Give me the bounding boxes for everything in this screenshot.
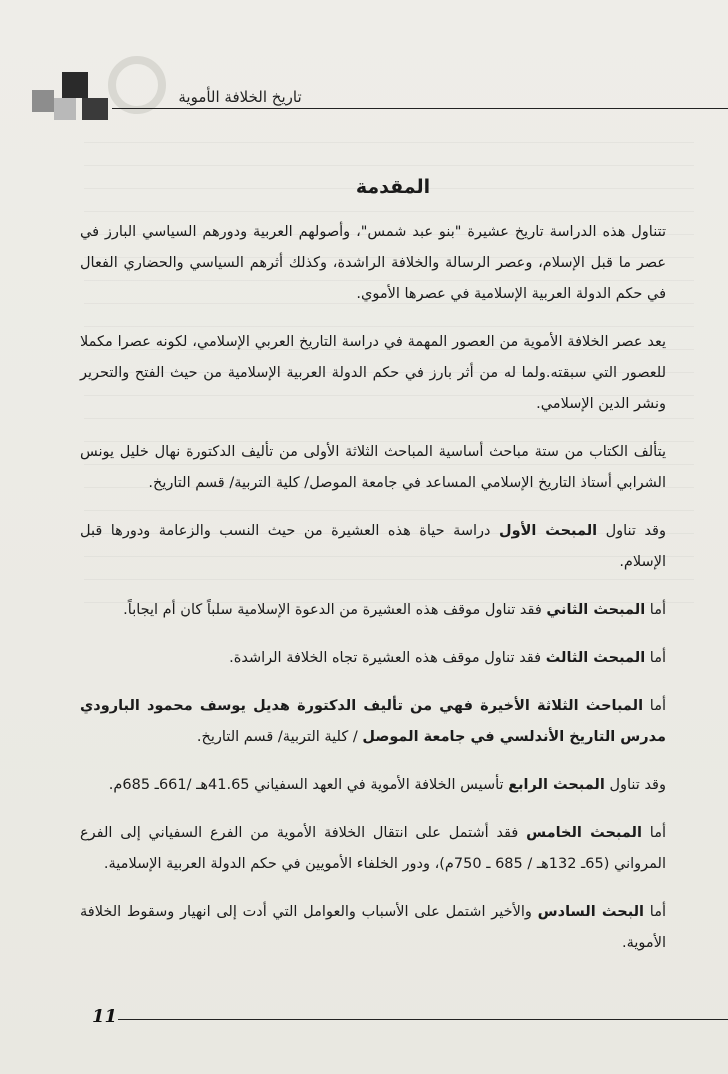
paragraph-text: فقد تناول موقف هذه العشيرة من الدعوة الإسلامية سلباً كان أم ايجاباً.: [123, 602, 547, 618]
bold-heading-text: المباحث الثلاثة الأخيرة فهي من تأليف الدكتورة هديل يوسف محمود البارودي مدرس التاريخ الأندلسي في جامعة الموصل: [80, 698, 666, 745]
paragraph-text: والأخير اشتمل على الأسباب والعوامل التي أدت إلى انهيار وسقوط الخلافة الأموية.: [80, 904, 666, 951]
paragraph-text: أما: [644, 904, 666, 920]
paragraph: [80, 643, 666, 674]
paragraph-text: أما: [645, 650, 666, 666]
decor-square: [54, 98, 76, 120]
page-number: 11: [92, 1006, 118, 1027]
paragraph: [80, 437, 666, 499]
paragraph: [80, 691, 666, 753]
decor-square: [62, 72, 88, 98]
paragraph: [80, 770, 666, 801]
decor-square: [32, 90, 54, 112]
paragraph-text: فقد تناول موقف هذه العشيرة تجاه الخلافة الراشدة.: [229, 650, 546, 666]
paragraph-text: وقد تناول: [597, 523, 666, 539]
paragraph-text: أما: [643, 698, 666, 714]
paragraph: [80, 818, 666, 880]
paragraph-text: / كلية التربية/ قسم التاريخ.: [196, 729, 363, 745]
footer-rule: [118, 1019, 728, 1020]
running-header-title: تاريخ الخلافة الأموية: [178, 88, 302, 106]
paragraph: [80, 327, 666, 420]
bold-heading-text: المبحث الثاني: [546, 602, 646, 618]
paragraph-text: تأسيس الخلافة الأموية في العهد السفياني 41.65هـ /661ـ 685م.: [108, 777, 509, 793]
paragraph-text: تتناول هذه الدراسة تاريخ عشيرة "بنو عبد شمس"، وأصولهم العربية ودورهم السياسي البارز في عصر ما قبل الإسلام، وعصر الرسالة والخلافة الراشدة، وكذلك أثرهم السياسي والحضاري الفعال في حكم الدولة العربية الإسلامية في عصرها الأموي.: [80, 224, 666, 302]
paragraph-text: دراسة حياة هذه العشيرة من حيث النسب والزعامة ودورها قبل الإسلام.: [80, 523, 666, 570]
bold-heading-text: المبحث الثالث: [545, 650, 646, 666]
paragraph: [80, 217, 666, 310]
paragraph-text: يعد عصر الخلافة الأموية من العصور المهمة في دراسة التاريخ العربي الإسلامي، لكونه عصرا مكملا للعصور التي سبقته.ولما له من أثر بارز في حكم الدولة العربية الإسلامية من حيث الفتح والتحرير ونشر الدين الإسلامي.: [80, 334, 666, 412]
bold-heading-text: المبحث الرابع: [508, 777, 605, 793]
paragraph: [80, 595, 666, 626]
bold-heading-text: البحث السادس: [537, 904, 645, 920]
paragraph-list: [80, 217, 666, 959]
page-body: [80, 172, 666, 976]
paragraph: [80, 516, 666, 578]
section-title: المقدمة: [355, 176, 431, 198]
paragraph-text: أما: [645, 602, 666, 618]
bold-heading-text: المبحث الخامس: [526, 825, 642, 841]
paragraph-text: أما: [641, 825, 666, 841]
paragraph: [80, 897, 666, 959]
header-rule: [112, 108, 728, 109]
bold-heading-text: المبحث الأول: [498, 523, 598, 539]
paragraph-text: وقد تناول: [604, 777, 666, 793]
paragraph-text: يتألف الكتاب من ستة مباحث أساسية المباحث الثلاثة الأولى من تأليف الدكتورة نهال خليل يونس الشرابي أستاذ التاريخ الإسلامي المساعد في جامعة الموصل/ كلية التربية/ قسم التاريخ.: [80, 444, 666, 491]
paragraph-text: فقد أشتمل على انتقال الخلافة الأموية من الفرع السفياني إلى الفرع المرواني (65ـ 132هـ / 685 ـ 750م)، ودور الخلفاء الأمويين في حكم الدولة العربية الإسلامية.: [80, 825, 666, 872]
